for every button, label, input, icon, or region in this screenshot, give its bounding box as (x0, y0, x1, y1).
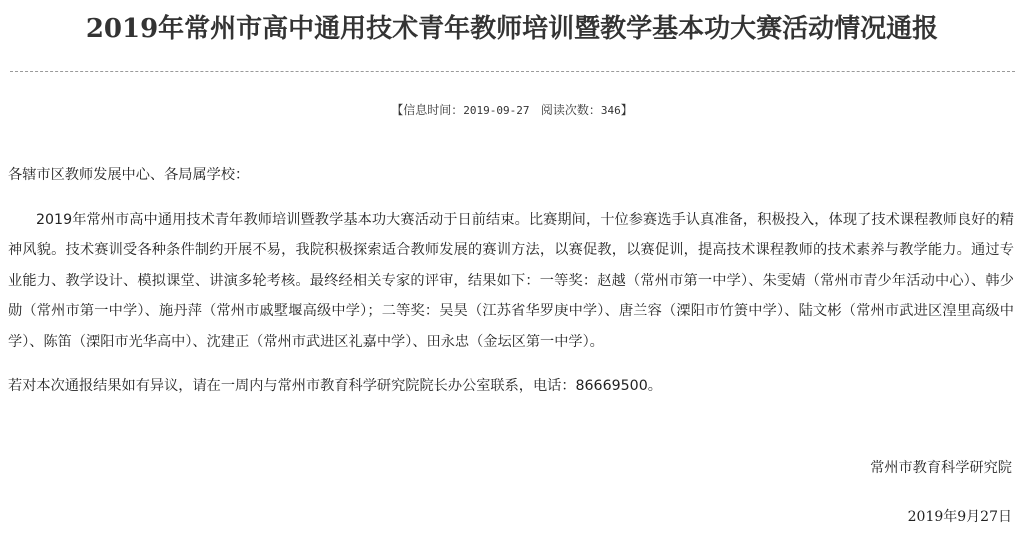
body-paragraph: 2019年常州市高中通用技术青年教师培训暨教学基本功大赛活动于日前结束。比赛期间，十位参赛选手认真准备，积极投入，体现了技术课程教师良好的精神风貌。技术赛训受各种条件制约开展不易，我院积极探索适合教师发展的赛训方法，以赛促教，以赛促训，提高技术课程教师的技术素养与教学能力。通过专业能力、教学设计、模拟课堂、讲演多轮考核。最终经相关专家的评审，结果如下：一等奖：赵越（常州市第一中学）、朱雯婧（常州市青少年活动中心）、韩少勋（常州市第一中学）、施丹萍（常州市戚墅堰高级中学）；二等奖：吴昊（江苏省华罗庚中学）、唐兰容（溧阳市竹箦中学）、陆文彬（常州市武进区湟里高级中学）、陈笛（溧阳市光华高中）、沈建正（常州市武进区礼嘉中学）、田永忠（金坛区第一中学）。 (8, 211, 1014, 350)
meta-open-bracket: 【 (391, 103, 404, 117)
meta-time-value: 2019-09-27 (463, 104, 530, 117)
contact-paragraph: 若对本次通报结果如有异议，请在一周内与常州市教育科学研究院院长办公室联系，电话：86669500。 (8, 378, 662, 394)
title-divider (10, 71, 1015, 72)
meta-time-label: 信息时间： (403, 103, 464, 117)
greeting-line: 各辖市区教师发展中心、各局属学校： (8, 167, 250, 183)
page-title: 2019年常州市高中通用技术青年教师培训暨教学基本功大赛活动情况通报 (85, 14, 939, 44)
article-meta (0, 102, 1024, 119)
signature-date: 2019年9月27日 (907, 509, 1012, 525)
meta-reads-label: 阅读次数： (540, 103, 601, 117)
meta-close-bracket: 】 (620, 103, 633, 117)
article-content (8, 160, 1014, 402)
signature-organization: 常州市教育科学研究院 (870, 460, 1012, 476)
meta-reads-value: 346 (600, 104, 621, 117)
